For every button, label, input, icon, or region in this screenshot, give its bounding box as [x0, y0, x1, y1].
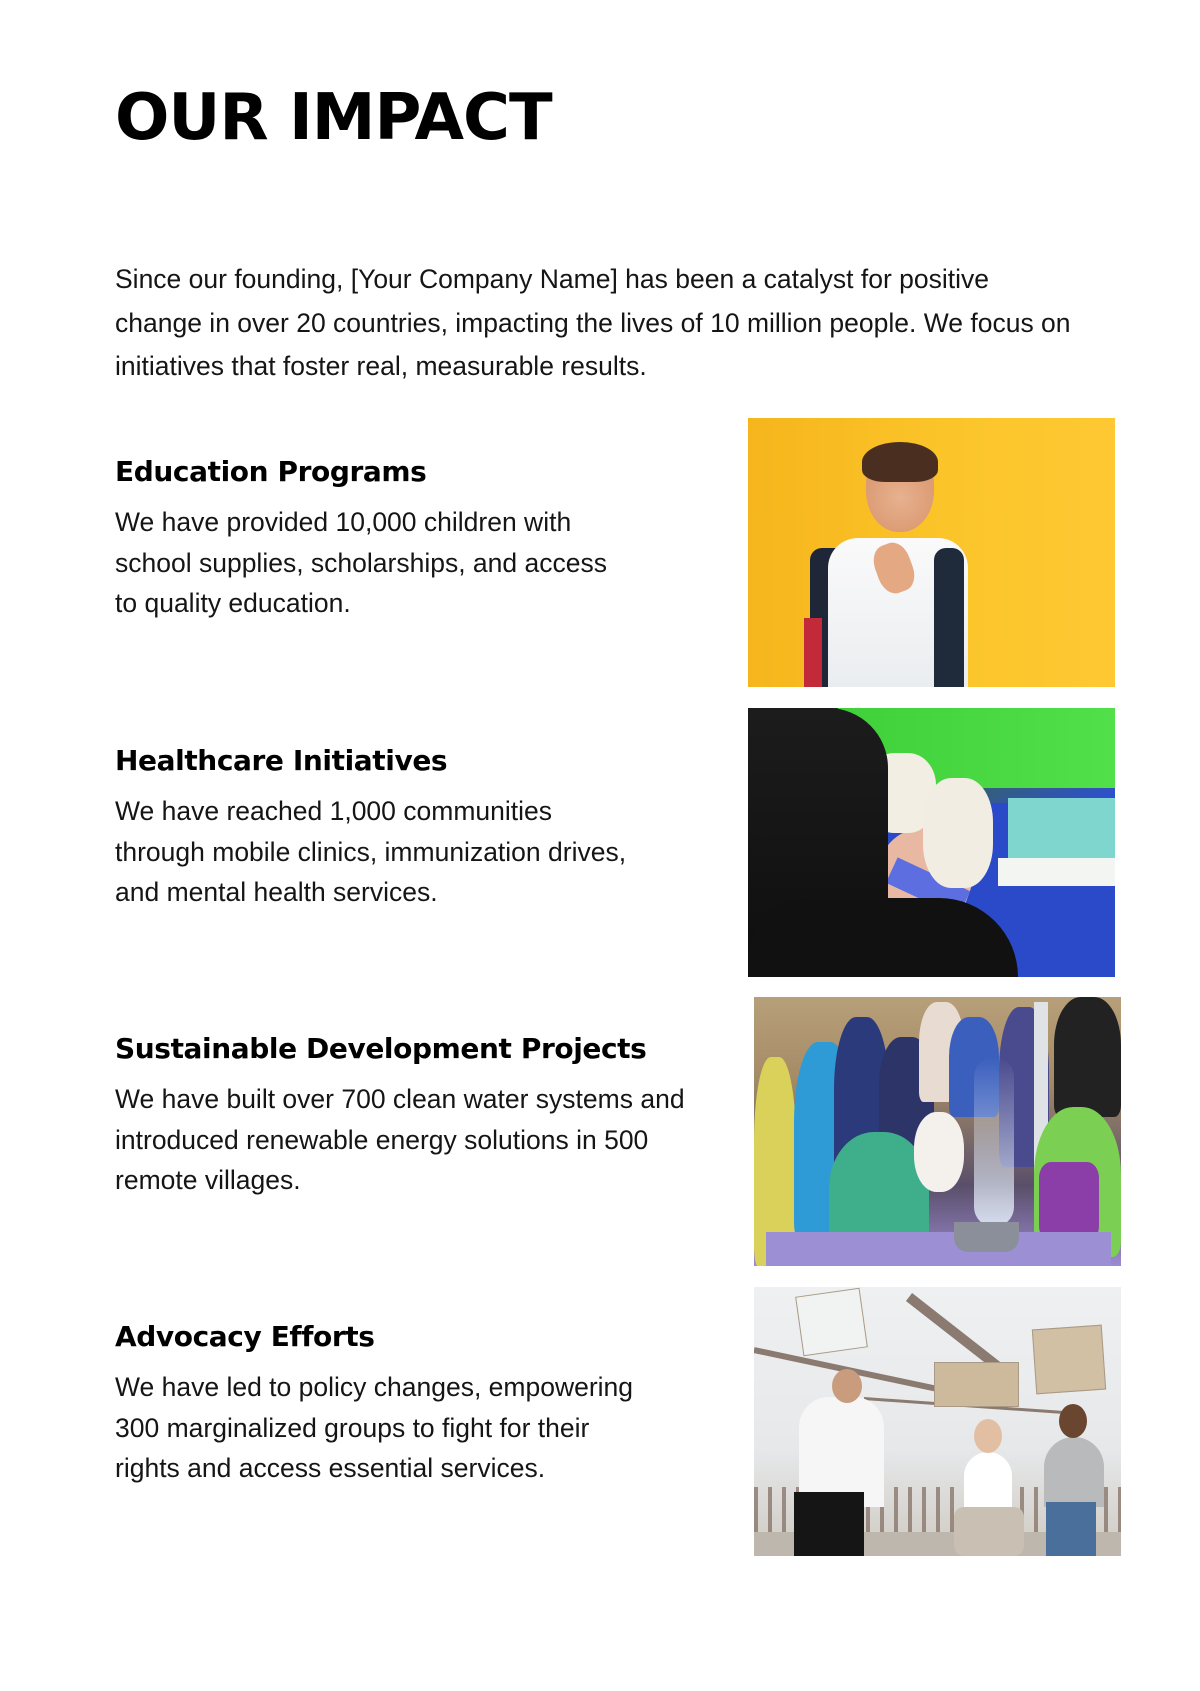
purple-platform: [766, 1232, 1111, 1266]
intro-paragraph: Since our founding, [Your Company Name] has been a catalyst for positive change in over 20 countries, impacting the lives of 10 million people. We focus on initiatives that foster real, measurable results.: [115, 264, 1071, 381]
section-title: Healthcare Initiatives: [115, 744, 448, 777]
protester-gray-tee: [1044, 1437, 1104, 1507]
section-education: [115, 452, 635, 624]
cardboard-sign: [1032, 1325, 1106, 1395]
water-splash: [974, 1057, 1014, 1227]
adult-black-shirt: [1054, 997, 1121, 1117]
child-hair: [862, 442, 938, 482]
metal-pot: [954, 1222, 1019, 1252]
plaid-shirt: [954, 1507, 1024, 1556]
section-body: We have built over 700 clean water systems and introduced renewable energy solutions in 500 remote villages.: [115, 1084, 685, 1195]
backpack-strap-right: [934, 548, 964, 687]
section-sustainable-development: [115, 1029, 735, 1201]
teal-pad: [1008, 798, 1115, 858]
purple-dress: [1039, 1162, 1099, 1242]
section-healthcare: [115, 741, 635, 913]
protester-head: [1059, 1404, 1087, 1438]
protester-white-top: [964, 1452, 1012, 1512]
healthcare-photo: [748, 708, 1115, 977]
patient-shoulder: [748, 898, 1018, 977]
section-title: Advocacy Efforts: [115, 1320, 375, 1353]
education-photo: [748, 418, 1115, 687]
section-title: Education Programs: [115, 455, 427, 488]
protester-white-tee: [799, 1397, 884, 1507]
black-pants: [794, 1492, 864, 1556]
section-advocacy: [115, 1317, 655, 1489]
section-body: We have led to policy changes, empowering 300 marginalized groups to fight for their rights and access essential services.: [115, 1372, 634, 1483]
backpack-red-panel: [804, 618, 822, 687]
white-sign: [795, 1288, 868, 1356]
section-body: We have provided 10,000 children with school supplies, scholarships, and access to quality education.: [115, 507, 607, 618]
water-project-photo: [754, 997, 1121, 1266]
protester-head: [974, 1419, 1002, 1453]
jeans: [1046, 1502, 1096, 1556]
girl-white-scarf: [914, 1112, 964, 1192]
section-title: Sustainable Development Projects: [115, 1032, 647, 1065]
cardboard-sign: [934, 1362, 1019, 1407]
white-towel: [998, 858, 1115, 886]
section-body: We have reached 1,000 communities through mobile clinics, immunization drives, and mental health services.: [115, 796, 627, 907]
page-title: OUR IMPACT: [115, 81, 552, 155]
protester-head: [832, 1369, 862, 1403]
glove-right: [923, 778, 993, 888]
advocacy-photo: [754, 1287, 1121, 1556]
